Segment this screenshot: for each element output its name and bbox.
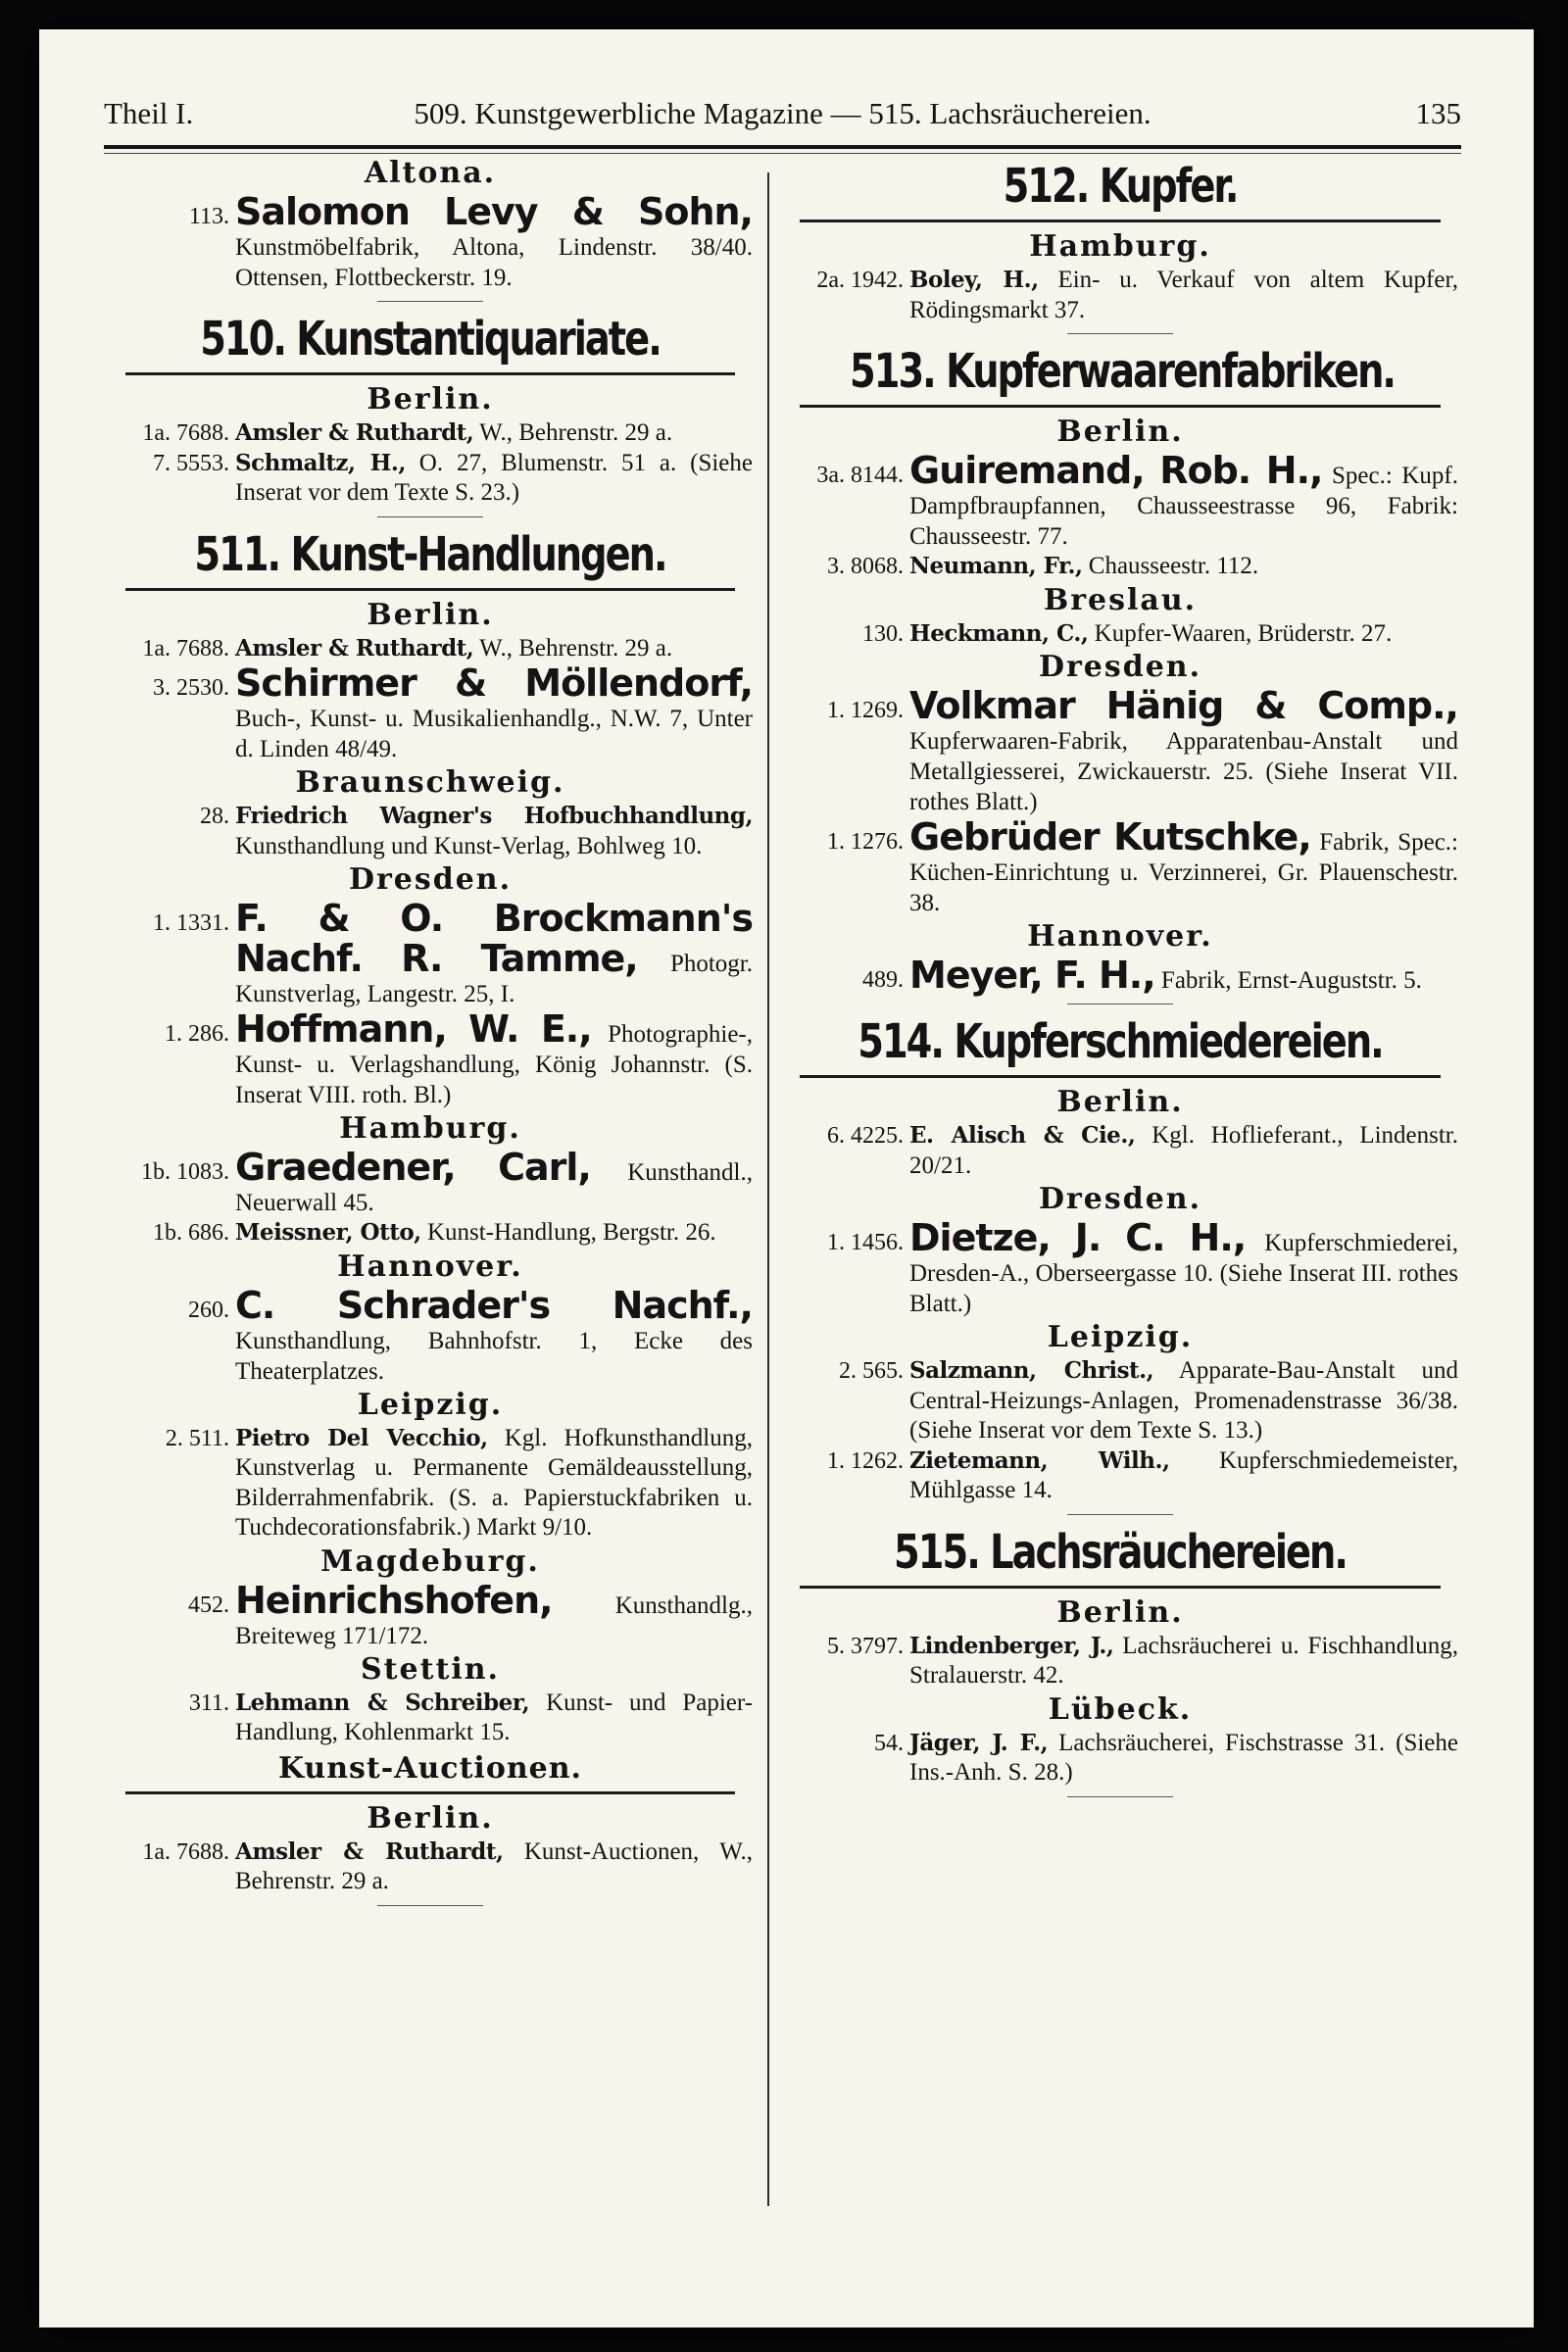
entry-description: Apparate-Bau-Anstalt und Central-Heizungs-Anlagen, Promenadenstrasse 36/38. (Siehe Inserat vor dem Texte S. 13.) [909, 1357, 1459, 1444]
entry-number: 1. 286. [165, 1021, 229, 1047]
directory-entry [108, 1424, 753, 1544]
entry-description: Kupfer-Waaren, Brüderstr. 27. [1094, 619, 1393, 647]
entry-description: Kunsthandlg., Breiteweg 171/172. [235, 1592, 753, 1649]
section-title: 515. Lachsräuchereien. [894, 1524, 1347, 1580]
entry-description: Kunst-Handlung, Bergstr. 26. [426, 1219, 716, 1246]
directory-entry [108, 1578, 753, 1651]
entry-number: 2. 511. [165, 1425, 229, 1451]
company-name: Gebrüder Kutschke, [909, 815, 1311, 858]
city-heading: Hannover. [1027, 919, 1213, 954]
entry-number: 1b. 686. [153, 1220, 229, 1246]
city-heading: Lübeck. [1048, 1691, 1193, 1727]
company-name: Volkmar Hänig & Comp., [909, 684, 1458, 727]
directory-entry [782, 1356, 1458, 1446]
directory-entry [108, 1838, 753, 1897]
entry-description: Kunsthandlung und Kunst-Verlag, Bohlweg 10. [235, 832, 703, 859]
entry-description: Fabrik, Ernst-Auguststr. 5. [1160, 967, 1422, 994]
section-title: 510. Kunstantiquariate. [200, 312, 661, 367]
company-name: Dietze, J. C. H., [909, 1216, 1247, 1259]
company-name: Amsler & Ruthardt, [235, 634, 474, 662]
category-section [782, 1521, 1458, 1589]
entry-description: Lachsräucherei, Fischstrasse 31. (Siehe Ins.-Anh. S. 28.) [909, 1729, 1458, 1786]
directory-entry [782, 1218, 1458, 1319]
company-name: Salomon Levy & Sohn, [235, 190, 753, 233]
directory-entry [782, 451, 1458, 552]
company-name: Jäger, J. F., [909, 1729, 1049, 1756]
directory-entry [108, 1689, 753, 1748]
company-name: Friedrich Wagner's Hofbuchhandlung, [235, 803, 753, 829]
directory-entry [108, 1283, 753, 1387]
company-name: Meissner, Otto, [235, 1219, 421, 1246]
section-rule [125, 1791, 735, 1794]
entry-description: Kgl. Hofkunsthandlung, Kunstverlag u. Permanente Gemäldeausstellung, Bilderrahmenfabrik. (S. a. Papierstuckfabriken u. Tuchdecorationsfabrik.) Markt 9/10. [235, 1424, 753, 1541]
entry-description: Kupferschmiedemeister, Mühlgasse 14. [909, 1446, 1458, 1503]
company-name: C. Schrader's Nachf., [235, 1283, 753, 1327]
section-title: 511. Kunst-Handlungen. [194, 526, 666, 582]
city-heading: Altona. [364, 156, 497, 190]
city-heading: Dresden. [348, 862, 513, 897]
directory-entry [108, 449, 753, 509]
category-section [108, 308, 753, 375]
company-name: Boley, H., [909, 267, 1039, 293]
entry-number: 6. 4225. [827, 1123, 904, 1149]
city-heading: Leipzig. [1047, 1320, 1194, 1354]
entry-description: Kunsthandl., Neuerwall 45. [235, 1159, 754, 1216]
company-name: Schirmer & Möllendorf, [235, 662, 753, 705]
entry-number: 1a. 7688. [142, 1838, 229, 1865]
section-rule [800, 220, 1441, 222]
separator-rule [1067, 1514, 1173, 1515]
separator-rule [377, 516, 483, 517]
directory-entry [108, 192, 753, 293]
directory-entry [108, 1009, 753, 1110]
page-range-title: 509. Kunstgewerbliche Magazine — 515. Lachsräuchereien. [414, 96, 1152, 130]
city-heading: Hannover. [337, 1249, 523, 1284]
separator-rule [377, 301, 483, 302]
city-heading: Hamburg. [339, 1111, 521, 1146]
entry-number: 452. [188, 1592, 229, 1618]
entry-description: Buch-, Kunst- u. Musikalienhandlg., N.W. 7, Unter d. Linden 48/49. [235, 706, 753, 762]
company-name: Graedener, Carl, [235, 1146, 591, 1189]
company-name: Lehmann & Schreiber, [235, 1689, 530, 1716]
company-name: F. & O. Brockmann's Nachf. R. Tamme, [235, 897, 753, 980]
company-name: Heinrichshofen, [235, 1578, 553, 1622]
directory-entry [108, 634, 753, 664]
separator-rule [1067, 1796, 1173, 1797]
entry-number: 3. 2530. [153, 675, 229, 701]
entry-number: 1. 1262. [827, 1447, 904, 1474]
entry-description: Kunst- und Papier-Handlung, Kohlenmarkt 15. [235, 1689, 754, 1745]
header-rule-thin [104, 153, 1461, 154]
entry-number: 1b. 1083. [141, 1159, 229, 1185]
entry-number: 54. [874, 1730, 904, 1756]
category-section [782, 340, 1458, 408]
city-heading: Stettin. [361, 1651, 500, 1687]
city-heading: Hamburg. [1029, 229, 1211, 264]
category-section [782, 1010, 1458, 1078]
section-rule [125, 372, 735, 375]
company-name: Meyer, F. H., [909, 954, 1155, 997]
subsection-title: Kunst-Auctionen. [277, 1750, 582, 1786]
directory-entry [782, 817, 1458, 918]
city-heading: Berlin. [367, 382, 494, 416]
directory-entry [782, 1632, 1458, 1691]
entry-description: Spec.: Kupf. Dampfbraupfannen, Chausseestrasse 96, Fabrik: Chausseestr. 77. [909, 463, 1459, 550]
section-rule [800, 1075, 1441, 1078]
entry-number: 1a. 7688. [142, 635, 229, 662]
company-name: Lindenberger, J., [909, 1632, 1114, 1659]
city-heading: Berlin. [367, 1800, 494, 1836]
directory-entry [782, 266, 1458, 325]
entry-description: Chausseestr. 112. [1088, 553, 1259, 579]
city-heading: Dresden. [1038, 650, 1202, 684]
entry-description: Lachsräucherei u. Fischhandlung, Stralauerstr. 42. [909, 1632, 1459, 1689]
entry-number: 1. 1276. [827, 829, 904, 855]
entry-number: 1a. 7688. [142, 420, 229, 446]
entry-description: Kunsthandlung, Bahnhofstr. 1, Ecke des Theaterplatzes. [235, 1327, 753, 1385]
entry-number: 260. [188, 1297, 229, 1323]
company-name: Neumann, Fr., [909, 553, 1083, 579]
entry-number: 3. 8068. [827, 554, 904, 579]
company-name: Pietro Del Vecchio, [235, 1424, 488, 1451]
section-title: 513. Kupferwaarenfabriken. [850, 344, 1396, 399]
city-heading: Berlin. [1056, 415, 1184, 449]
column-divider [767, 172, 769, 2206]
directory-entry [108, 899, 753, 1009]
directory-entry [782, 686, 1458, 817]
section-rule [800, 1586, 1441, 1589]
entry-description: Kunst-Auctionen, W., Behrenstr. 29 a. [235, 1838, 753, 1894]
directory-entry [782, 1121, 1458, 1181]
entry-number: 1. 1269. [827, 698, 904, 723]
entry-description: Kunstmöbelfabrik, Altona, Lindenstr. 38/40. Ottensen, Flottbeckerstr. 19. [235, 234, 753, 291]
directory-entry [782, 552, 1458, 582]
city-heading: Berlin. [1056, 1594, 1184, 1630]
entry-description: Kupferwaaren-Fabrik, Apparatenbau-Anstalt und Metallgiesserei, Zwickauerstr. 25. (Siehe Inserat VII. rothes Blatt.) [909, 728, 1458, 815]
entry-description: Fabrik, Spec.: Küchen-Einrichtung u. Verzinnerei, Gr. Plauenschestr. 38. [909, 829, 1458, 916]
section-title: 514. Kupferschmiedereien. [858, 1014, 1383, 1069]
company-name: Amsler & Ruthardt, [235, 419, 474, 446]
city-heading: Breslau. [1043, 582, 1198, 617]
entry-number: 113. [188, 204, 229, 229]
category-section [782, 155, 1458, 222]
entry-number: 2. 565. [839, 1358, 904, 1384]
directory-entry [108, 802, 753, 861]
header-rule [104, 145, 1461, 149]
city-heading: Dresden. [1038, 1182, 1202, 1216]
entry-description: Photographie-, Kunst- u. Verlagshandlung, König Johannstr. (S. Inserat VIII. roth. Bl.) [235, 1021, 753, 1108]
entry-description: Ein- u. Verkauf von altem Kupfer, Rödingsmarkt 37. [909, 267, 1459, 323]
city-heading: Magdeburg. [320, 1544, 540, 1579]
company-name: Hoffmann, W. E., [235, 1007, 592, 1051]
section-rule [800, 405, 1441, 408]
directory-entry [108, 418, 753, 449]
directory-page [39, 29, 1534, 2328]
directory-entry [108, 663, 753, 764]
company-name: Heckmann, C., [909, 619, 1089, 647]
directory-entry [108, 1218, 753, 1249]
entry-number: 7. 5553. [153, 450, 229, 476]
entry-number: 2a. 1942. [816, 268, 904, 293]
section-title: 512. Kupfer. [1003, 159, 1238, 214]
left-column [108, 155, 753, 1912]
entry-description: W., Behrenstr. 29 a. [479, 634, 673, 662]
company-name: Amsler & Ruthardt, [235, 1838, 504, 1865]
city-heading: Berlin. [367, 597, 494, 632]
right-column [782, 155, 1458, 1803]
city-heading: Leipzig. [357, 1387, 504, 1422]
page-number: 135 [1415, 96, 1461, 130]
entry-description: Photogr. Kunstverlag, Langestr. 25, I. [235, 951, 753, 1007]
company-name: Zietemann, Wilh., [909, 1446, 1170, 1474]
entry-number: 28. [200, 804, 229, 829]
entry-description: O. 27, Blumenstr. 51 a. (Siehe Inserat vor dem Texte S. 23.) [235, 449, 753, 506]
separator-rule [377, 1905, 483, 1906]
section-rule [125, 588, 735, 591]
directory-entry [108, 1148, 753, 1218]
entry-number: 5. 3797. [827, 1633, 904, 1659]
entry-description: Kupferschmiederei, Dresden-A., Oberseergasse 10. (Siehe Inserat III. rothes Blatt.) [909, 1230, 1459, 1317]
entry-number: 130. [862, 620, 904, 647]
part-label: Theil I. [104, 96, 194, 130]
directory-entry [782, 1446, 1458, 1506]
subsection [108, 1748, 753, 1794]
separator-rule [1067, 333, 1173, 334]
company-name: Schmaltz, H., [235, 449, 406, 476]
city-heading: Berlin. [1056, 1085, 1184, 1119]
city-heading: Braunschweig. [295, 765, 565, 800]
entry-number: 1. 1331. [153, 910, 229, 936]
directory-entry [782, 619, 1458, 650]
entry-number: 489. [862, 967, 904, 993]
running-head [104, 96, 1461, 135]
entry-number: 311. [188, 1690, 229, 1716]
entry-number: 1. 1456. [827, 1230, 904, 1255]
entry-description: W., Behrenstr. 29 a. [479, 419, 673, 446]
entry-number: 3a. 8144. [816, 463, 904, 488]
directory-entry [782, 1729, 1458, 1788]
entry-description: Kgl. Hoflieferant., Lindenstr. 20/21. [909, 1122, 1459, 1179]
directory-entry [782, 956, 1458, 996]
category-section [108, 523, 753, 591]
company-name: Guiremand, Rob. H., [909, 449, 1323, 492]
company-name: Salzmann, Christ., [909, 1357, 1154, 1384]
company-name: E. Alisch & Cie., [909, 1122, 1136, 1149]
